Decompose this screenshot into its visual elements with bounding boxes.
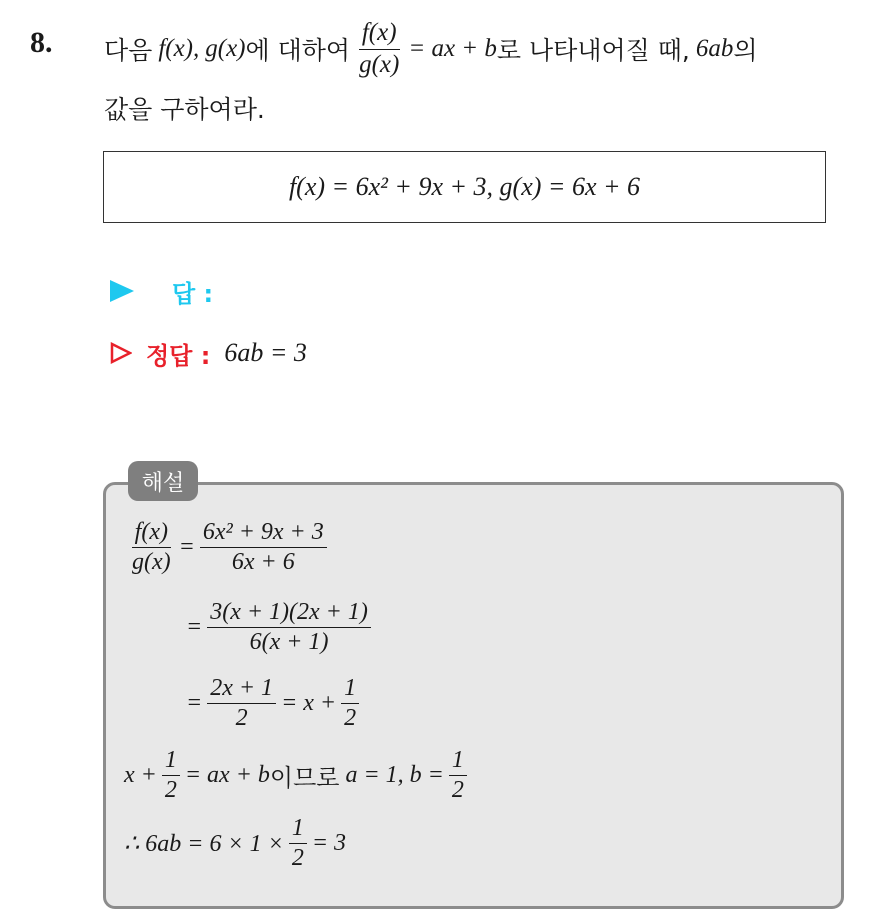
l4-mid: = ax + b xyxy=(184,762,270,789)
solution-value: 6ab = 3 xyxy=(224,338,307,367)
l1-num: 6x² + 9x + 3 xyxy=(200,520,327,548)
l5-left: ∴ 6ab = 6 × 1 × xyxy=(124,831,284,858)
question-intro: 다음 xyxy=(104,36,153,65)
fraction-denominator: g(x) xyxy=(359,50,400,78)
question-of: 의 xyxy=(733,36,758,65)
l2-fraction xyxy=(207,600,371,655)
l4-left: x + xyxy=(124,762,157,789)
l5-fraction xyxy=(289,816,307,871)
question-number: 8. xyxy=(30,26,53,59)
explanation-tag: 해설 xyxy=(128,461,198,501)
fraction-numerator: f(x) xyxy=(359,20,400,49)
solution-arrow-icon xyxy=(110,342,132,364)
l1-eq: = xyxy=(178,534,195,561)
answer-arrow-icon xyxy=(110,280,134,302)
l4-den: 2 xyxy=(164,777,177,804)
l4-cond: a = 1, b = xyxy=(345,762,444,789)
l1-fraction xyxy=(200,520,327,575)
l2-num: 3(x + 1)(2x + 1) xyxy=(207,600,371,628)
answer-label: 답 : xyxy=(172,279,214,308)
l4-den-2: 2 xyxy=(451,777,464,804)
question-rhs: = ax + b xyxy=(408,35,497,62)
l2-eq: = xyxy=(186,614,203,641)
question-when: 로 나타내어질 때, xyxy=(496,36,690,65)
explanation-line-2 xyxy=(186,600,376,655)
l4-fraction-2 xyxy=(449,748,467,803)
l1-lhs-num: f(x) xyxy=(132,520,171,548)
l3-mid: = x + xyxy=(281,690,337,717)
explanation-line-4 xyxy=(124,748,472,803)
question-target: 6ab xyxy=(695,35,734,62)
l4-num-2: 1 xyxy=(449,748,467,776)
answer-row xyxy=(110,274,213,308)
l3-den: 2 xyxy=(235,705,248,732)
l3-fraction xyxy=(207,676,276,731)
l1-lhs-den: g(x) xyxy=(132,549,171,576)
l5-right: = 3 xyxy=(311,830,347,857)
l3-eq: = xyxy=(186,690,203,717)
l5-num: 1 xyxy=(289,816,307,844)
l1-lhs-fraction xyxy=(129,520,174,575)
question-line-1 xyxy=(104,14,757,84)
question-line-2: 값을 구하여라. xyxy=(104,95,265,124)
l4-num: 1 xyxy=(162,748,180,776)
l5-den: 2 xyxy=(291,845,304,872)
solution-label: 정답 : xyxy=(146,341,211,370)
l3-num: 2x + 1 xyxy=(207,676,276,704)
solution-row xyxy=(110,336,307,370)
l3-den-2: 2 xyxy=(344,705,357,732)
l3-fraction-2 xyxy=(341,676,359,731)
explanation-line-5 xyxy=(124,816,346,871)
l1-den: 6x + 6 xyxy=(231,549,295,576)
f-label: f(x), xyxy=(158,35,200,62)
explanation-line-1 xyxy=(124,520,332,575)
question-about: 에 대하여 xyxy=(245,36,351,65)
g-label: g(x) xyxy=(205,35,246,62)
given-box: f(x) = 6x² + 9x + 3, g(x) = 6x + 6 xyxy=(103,151,826,223)
l2-den: 6(x + 1) xyxy=(249,629,329,656)
question-fraction xyxy=(356,20,402,78)
l4-fraction xyxy=(162,748,180,803)
explanation-line-3 xyxy=(186,676,364,731)
l3-num-2: 1 xyxy=(341,676,359,704)
l4-text: 이므로 xyxy=(269,764,340,793)
